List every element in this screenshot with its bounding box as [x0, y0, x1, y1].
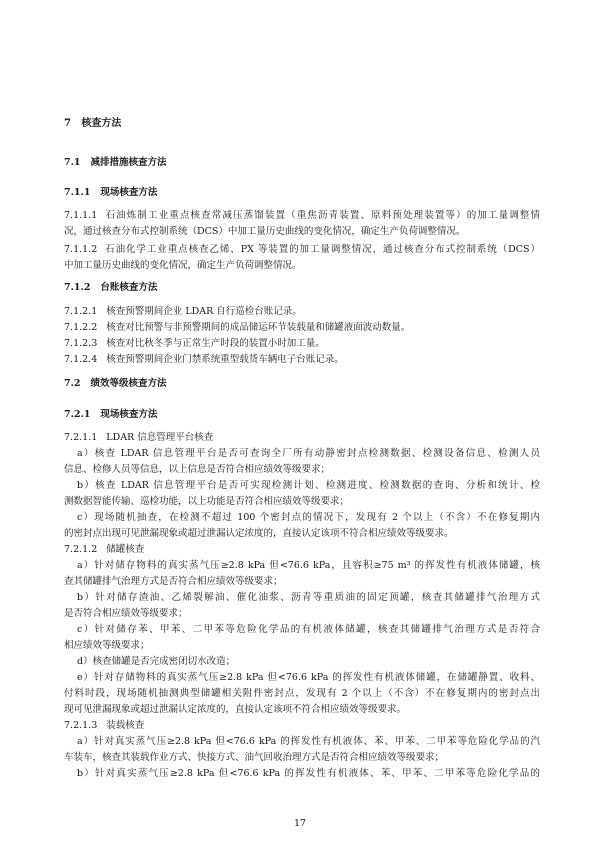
page-number: 17: [293, 818, 307, 829]
list-item: e）针对存储物料的真实蒸气压≥2.8 kPa 但<76.6 kPa 的挥发性有机液体储罐，在储罐静置、收料、: [77, 672, 540, 683]
paragraph-line: 7.1.1.2 石油化学工业重点核查乙烯、PX 等装置的加工量调整情况，通过核查分布式控制系统（DCS）: [64, 244, 540, 255]
list-item: a）针对真实蒸气压≥2.8 kPa 但<76.6 kPa 的挥发性有机液体、苯、甲苯、二甲苯等危险化学品的汽: [77, 736, 540, 747]
list-item-continued: 测数据智能传输、巡检功能，以上功能是否符合相应绩效等级要求；: [64, 496, 350, 507]
subsection-heading: 7.2.1.3 装载核查: [64, 720, 145, 731]
list-item: b）针对储存渣油、乙烯裂解油、催化油浆、沥青等重质油的固定顶罐，核查其储罐排气治理方式: [77, 592, 540, 603]
list-item: c）针对储存苯、甲苯、二甲苯等危险化学品的有机液体储罐，核查其储罐排气治理方式是否符合: [77, 624, 540, 635]
list-item: b）核查 LDAR 信息管理平台是否可实现检测计划、检测进度、检测数据的查询、分析和统计、检: [77, 480, 540, 491]
list-item-continued: 查其储罐排气治理方式是否符合相应绩效等级要求；: [64, 576, 283, 587]
list-item: 7.1.2.1 核查预警期间企业 LDAR 自行巡检台账记录。: [64, 306, 302, 317]
list-item-continued: 现可见泄漏现象或超过泄漏认定浓度的，直接认定该项不符合相应绩效等级要求。: [64, 704, 407, 715]
subsection-heading: 7.2.1.1 LDAR 信息管理平台核查: [64, 432, 214, 443]
list-item: c）现场随机抽查，在检测不超过 100 个密封点的情况下，发现有 2 个以上（不含）不在修复期内: [77, 512, 540, 523]
subsection-heading: 7.2.1.2 储罐核查: [64, 544, 145, 555]
list-item: a）针对储存物料的真实蒸气压≥2.8 kPa 但<76.6 kPa，且容积≥75 m³ 的挥发性有机液体储罐，核: [77, 560, 540, 571]
list-item-continued: 车装车，核查其装载作业方式、快接方式、油气回收治理方式是否符合相应绩效等级要求；: [64, 752, 445, 763]
list-item: 7.1.2.2 核查对比预警与非预警期间的成品储运环节装载量和储罐液面波动数量。: [64, 322, 411, 333]
section-7-1-1-heading: 7.1.1 现场核查方法: [64, 187, 158, 198]
section-7-heading: 7 核查方法: [64, 118, 122, 129]
paragraph-line: 况，通过核查分布式控制系统（DCS）中加工量历史曲线的变化情况，确定生产负荷调整情况。: [64, 226, 466, 237]
list-item: b）针对真实蒸气压≥2.8 kPa 但<76.6 kPa 的挥发性有机液体、苯、甲苯、二甲苯等危险化学品的: [77, 768, 540, 779]
paragraph-line: 中加工量历史曲线的变化情况，确定生产负荷调整情况。: [64, 260, 302, 271]
list-item: d）核查储罐是否完成密闭切水改造；: [77, 656, 236, 667]
list-item: 7.1.2.3 核查对比秋冬季与正常生产时段的装置小时加工量。: [64, 338, 325, 349]
list-item: a）核查 LDAR 信息管理平台是否可查询全厂所有动静密封点检测数据、检测设备信息、检测人员: [77, 448, 540, 459]
list-item-continued: 信息、检修人员等信息，以上信息是否符合相应绩效等级要求；: [64, 464, 331, 475]
section-7-1-2-heading: 7.1.2 台账核查方法: [64, 282, 158, 293]
list-item: 7.1.2.4 核查预警期间企业门禁系统重型载货车辆电子台账记录。: [64, 354, 344, 365]
paragraph-line: 7.1.1.1 石油炼制工业重点核查常减压蒸馏装置（重焦沥青装置、原料预处理装置等）的加工量调整情: [64, 210, 540, 221]
list-item-continued: 相应绩效等级要求；: [64, 640, 150, 651]
list-item-continued: 是否符合相应绩效等级要求；: [64, 608, 188, 619]
list-item-continued: 付料时段，现场随机抽测典型储罐相关附件密封点，发现有 2 个以上（不含）不在修复期内的密封点出: [64, 688, 540, 699]
list-item-continued: 的密封点出现可见泄漏现象或超过泄漏认定浓度的，直接认定该项不符合相应绩效等级要求。: [64, 528, 454, 539]
section-7-2-heading: 7.2 绩效等级核查方法: [64, 378, 167, 389]
section-7-2-1-heading: 7.2.1 现场核查方法: [64, 409, 158, 420]
section-7-1-heading: 7.1 减排措施核查方法: [64, 157, 167, 168]
